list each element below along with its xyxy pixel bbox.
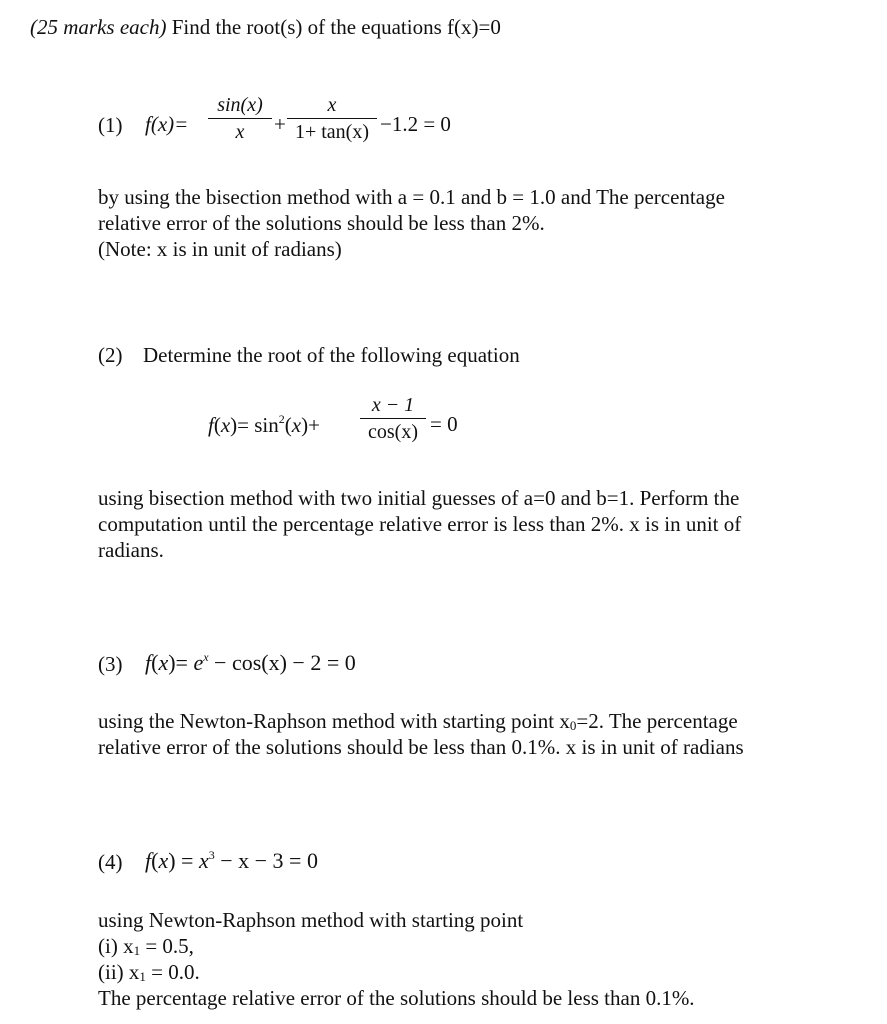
marks-note: (25 marks each) <box>30 15 167 39</box>
problem-4-item-1: (i) $x_1 = 0.5$, <box>98 934 194 958</box>
problem-2-tail: = 0 <box>430 412 458 436</box>
problem-2-label: (2) <box>98 343 123 367</box>
problem-1-frac2-numerator: x <box>327 94 337 116</box>
problem-4-line-1: using Newton-Raphson method with starting point <box>98 908 524 932</box>
problem-4-tail: − x − 3 = 0 <box>214 848 318 873</box>
problem-1-fraction-2 <box>287 93 377 144</box>
problem-3-line-2: relative error of the solutions should be less than 0.1%. x is in unit of radians <box>98 735 744 759</box>
problem-1-frac1-numerator: sin(x) <box>217 94 263 116</box>
problem-4-label: (4) <box>98 850 123 874</box>
problem-3-label: (3) <box>98 652 123 676</box>
problem-1-fraction-1 <box>208 93 272 144</box>
problem-1-tail: −1.2 = 0 <box>380 112 451 136</box>
problem-3-line-1: using the Newton-Raphson method with starting point $x_0=2$. The percentage <box>98 709 738 733</box>
problem-1-lhs: f(x)= <box>145 112 189 136</box>
problem-2-line-3: radians. <box>98 538 164 562</box>
problem-2-heading: Determine the root of the following equation <box>143 343 520 367</box>
problem-1-line-1: by using the bisection method with a = 0.1 and b = 1.0 and The percentage <box>98 185 725 209</box>
problem-1-frac2-denominator: 1+ tan(x) <box>294 121 370 143</box>
problem-3-tail: − cos(x) − 2 = 0 <box>208 650 356 675</box>
problem-3-exponent: x <box>203 650 209 664</box>
problem-4-exponent: 3 <box>208 848 215 862</box>
page-title <box>30 14 501 40</box>
problem-2-numerator: x − 1 <box>371 394 415 416</box>
problem-2-lhs: $f(x)= \sin^2(x)+$ <box>208 412 320 437</box>
problem-3-equation: $f(x)= e^x - \cos(x) - 2 = 0$ <box>145 650 356 675</box>
problem-1-frac1-denominator: x <box>235 121 245 143</box>
problem-4-equation: $f(x) = x^3 - x - 3 = 0$ <box>145 848 318 873</box>
problem-1-plus: + <box>274 112 286 136</box>
problem-2-denominator: cos(x) <box>368 421 418 443</box>
problem-2-exponent: 2 <box>278 412 285 426</box>
problem-2-fraction <box>360 393 426 444</box>
problem-2-line-2: computation until the percentage relative error is less than 2%. x is in unit of <box>98 512 742 536</box>
title-text: Find the root(s) of the equations f(x)=0 <box>171 15 501 39</box>
problem-4-line-last: The percentage relative error of the solutions should be less than 0.1%. <box>98 986 695 1010</box>
problem-1-line-2: relative error of the solutions should be less than 2%. <box>98 211 545 235</box>
problem-4-item-2: (ii) $x_1 = 0.0$. <box>98 960 200 984</box>
problem-2-line-1: using bisection method with two initial guesses of a=0 and b=1. Perform the <box>98 486 740 510</box>
problem-1-line-3: (Note: x is in unit of radians) <box>98 237 342 261</box>
problem-1-label: (1) <box>98 113 123 137</box>
